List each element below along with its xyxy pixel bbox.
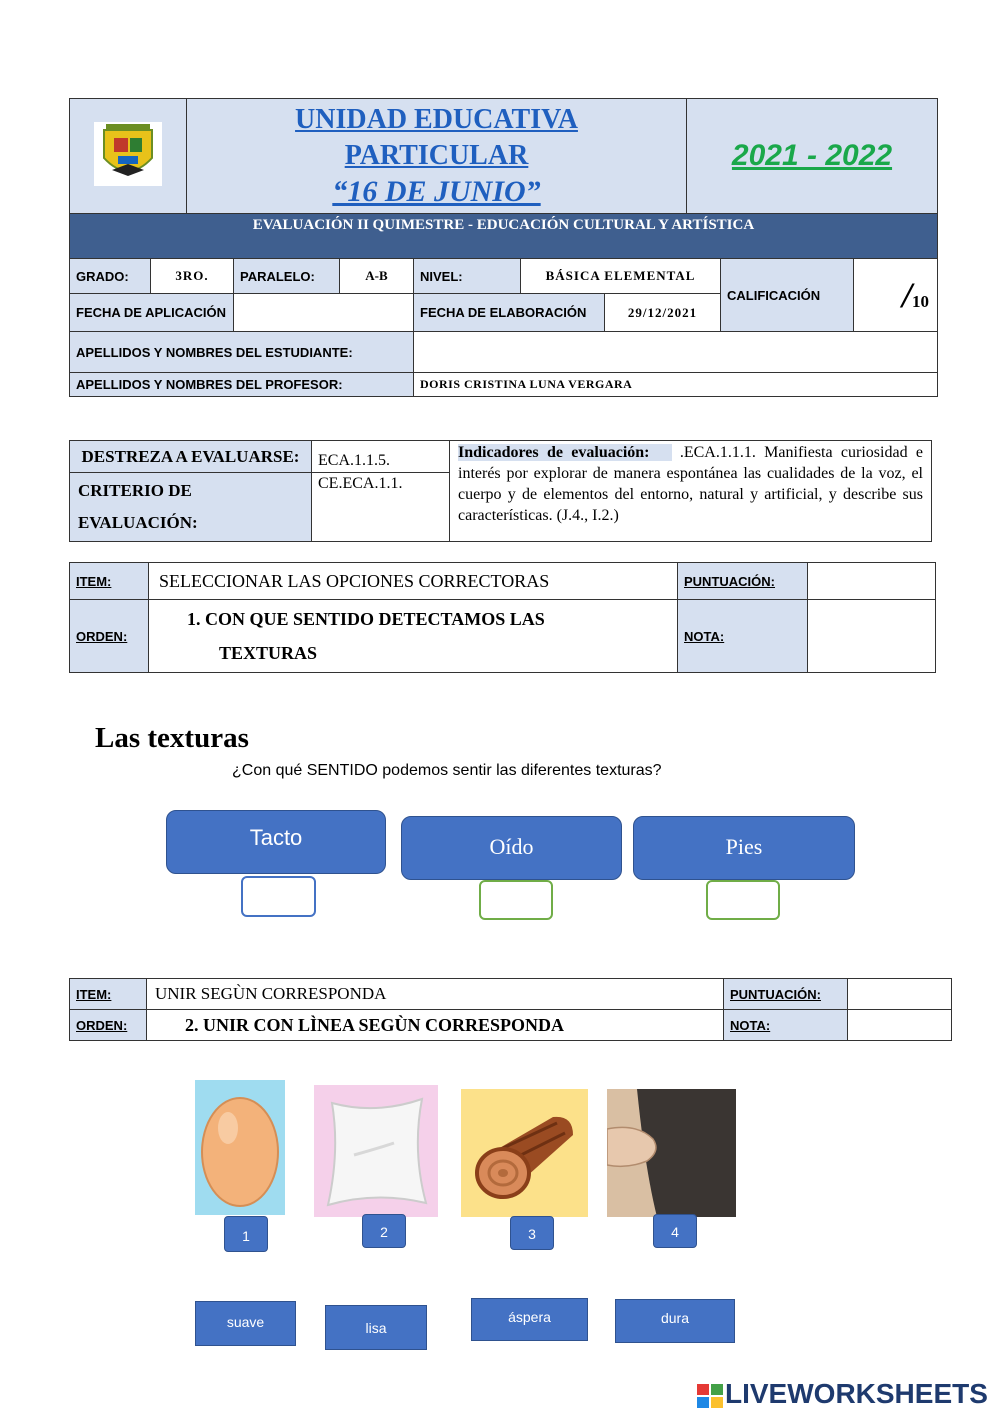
fecha-aplicacion-label: FECHA DE APLICACIÓN bbox=[70, 294, 234, 332]
item1-orden-line1: 1. CON QUE SENTIDO DETECTAMOS LAS bbox=[187, 609, 545, 629]
number-label-4: 4 bbox=[653, 1214, 697, 1248]
calificacion-cell bbox=[854, 259, 938, 332]
school-name-cell bbox=[187, 99, 687, 214]
number-label-1: 1 bbox=[224, 1216, 268, 1252]
sandpaper-icon bbox=[607, 1089, 736, 1217]
school-name-line1: UNIDAD EDUCATIVA bbox=[295, 104, 578, 135]
item1-nota-label: NOTA: bbox=[678, 600, 808, 673]
paralelo-label: PARALELO: bbox=[234, 259, 340, 294]
indicadores-text: .ECA.1.1.1. Manifiesta curiosidad e interés por explorar de manera espontánea las cualidades de la voz, el cuerpo y de elementos del entorno, natural y artificial, y describe sus características. (J.4., I.2.) bbox=[458, 444, 924, 524]
word-dura-button[interactable]: dura bbox=[615, 1299, 735, 1343]
calificacion-label: CALIFICACIÓN bbox=[721, 259, 854, 332]
item2-puntuacion-label: PUNTUACIÓN: bbox=[724, 979, 848, 1010]
evaluation-band: EVALUACIÓN II QUIMESTRE - EDUCACIÓN CULTURAL Y ARTÍSTICA bbox=[70, 214, 938, 259]
item1-puntuacion-field[interactable] bbox=[808, 563, 936, 600]
school-logo-icon bbox=[92, 120, 164, 188]
profesor-label: APELLIDOS Y NOMBRES DEL PROFESOR: bbox=[70, 373, 414, 397]
indicadores-cell bbox=[450, 441, 932, 542]
nivel-value: BÁSICA ELEMENTAL bbox=[521, 259, 721, 294]
item1-orden-cell bbox=[149, 600, 678, 673]
log-picture bbox=[461, 1089, 588, 1217]
pillow-icon bbox=[314, 1085, 438, 1217]
item2-nota-label: NOTA: bbox=[724, 1010, 848, 1041]
answer-box-pies[interactable] bbox=[706, 880, 780, 920]
option-tacto-button[interactable]: Tacto bbox=[166, 810, 386, 874]
item1-table bbox=[69, 562, 936, 673]
indicadores-label: Indicadores de evaluación: bbox=[458, 444, 672, 461]
option-oido-button[interactable]: Oído bbox=[401, 816, 622, 880]
texturas-question: ¿Con qué SENTIDO podemos sentir las diferentes texturas? bbox=[232, 762, 662, 779]
word-suave-button[interactable]: suave bbox=[195, 1301, 296, 1346]
texturas-title: Las texturas bbox=[95, 722, 249, 754]
grado-value: 3RO. bbox=[151, 259, 234, 294]
criterio-label-1: CRITERIO DE bbox=[78, 481, 192, 500]
item2-nota-field[interactable] bbox=[848, 1010, 952, 1041]
item1-puntuacion-label: PUNTUACIÓN: bbox=[678, 563, 808, 600]
number-label-2: 2 bbox=[362, 1214, 406, 1248]
log-icon bbox=[461, 1089, 588, 1217]
header-table bbox=[69, 98, 938, 259]
school-name-line2: PARTICULAR bbox=[344, 140, 529, 171]
item1-item-value: SELECCIONAR LAS OPCIONES CORRECTORAS bbox=[149, 563, 678, 600]
grado-label: GRADO: bbox=[70, 259, 151, 294]
destreza-value: ECA.1.1.5. bbox=[312, 441, 450, 473]
item1-nota-field[interactable] bbox=[808, 600, 936, 673]
school-logo-cell bbox=[70, 99, 187, 214]
item1-item-label: ITEM: bbox=[70, 563, 149, 600]
criterio-cell bbox=[70, 473, 312, 542]
pillow-picture bbox=[314, 1085, 438, 1217]
calificacion-total: 10 bbox=[912, 292, 930, 311]
paralelo-value: A-B bbox=[340, 259, 414, 294]
item2-orden-value: 2. UNIR CON LÌNEA SEGÙN CORRESPONDA bbox=[147, 1010, 724, 1041]
item2-orden-label: ORDEN: bbox=[70, 1010, 147, 1041]
item2-puntuacion-field[interactable] bbox=[848, 979, 952, 1010]
destreza-label: DESTREZA A EVALUARSE: bbox=[70, 441, 312, 473]
option-pies-button[interactable]: Pies bbox=[633, 816, 855, 880]
fecha-aplicacion-field[interactable] bbox=[234, 294, 414, 332]
calificacion-slash: / bbox=[902, 275, 913, 315]
fecha-elaboracion-value: 29/12/2021 bbox=[605, 294, 721, 332]
estudiante-label: APELLIDOS Y NOMBRES DEL ESTUDIANTE: bbox=[70, 332, 414, 373]
number-label-3: 3 bbox=[510, 1216, 554, 1250]
destreza-table bbox=[69, 440, 932, 542]
item1-orden-label: ORDEN: bbox=[70, 600, 149, 673]
item1-orden-line2: TEXTURAS bbox=[219, 643, 318, 663]
egg-picture bbox=[195, 1080, 285, 1215]
nivel-label: NIVEL: bbox=[414, 259, 521, 294]
word-lisa-button[interactable]: lisa bbox=[325, 1305, 427, 1350]
word-aspera-button[interactable]: áspera bbox=[471, 1298, 588, 1341]
sandpaper-picture bbox=[607, 1089, 736, 1217]
estudiante-field[interactable] bbox=[414, 332, 938, 373]
watermark-text: LIVEWORKSHEETS bbox=[725, 1378, 988, 1409]
answer-box-tacto[interactable] bbox=[241, 876, 316, 917]
egg-icon bbox=[195, 1080, 285, 1215]
answer-box-oido[interactable] bbox=[479, 880, 553, 920]
criterio-value: CE.ECA.1.1. bbox=[312, 473, 450, 542]
school-name-line3: “16 DE JUNIO” bbox=[332, 175, 541, 208]
item2-table bbox=[69, 978, 952, 1041]
school-year: 2021 - 2022 bbox=[731, 139, 893, 172]
item2-item-value: UNIR SEGÙN CORRESPONDA bbox=[147, 979, 724, 1010]
liveworksheets-watermark bbox=[697, 1380, 997, 1412]
year-cell bbox=[687, 99, 938, 214]
liveworksheets-logo-icon bbox=[697, 1384, 723, 1408]
criterio-label-2: EVALUACIÓN: bbox=[78, 513, 198, 532]
profesor-value: DORIS CRISTINA LUNA VERGARA bbox=[414, 373, 938, 397]
item2-item-label: ITEM: bbox=[70, 979, 147, 1010]
student-info-table bbox=[69, 258, 938, 397]
fecha-elaboracion-label: FECHA DE ELABORACIÓN bbox=[414, 294, 605, 332]
